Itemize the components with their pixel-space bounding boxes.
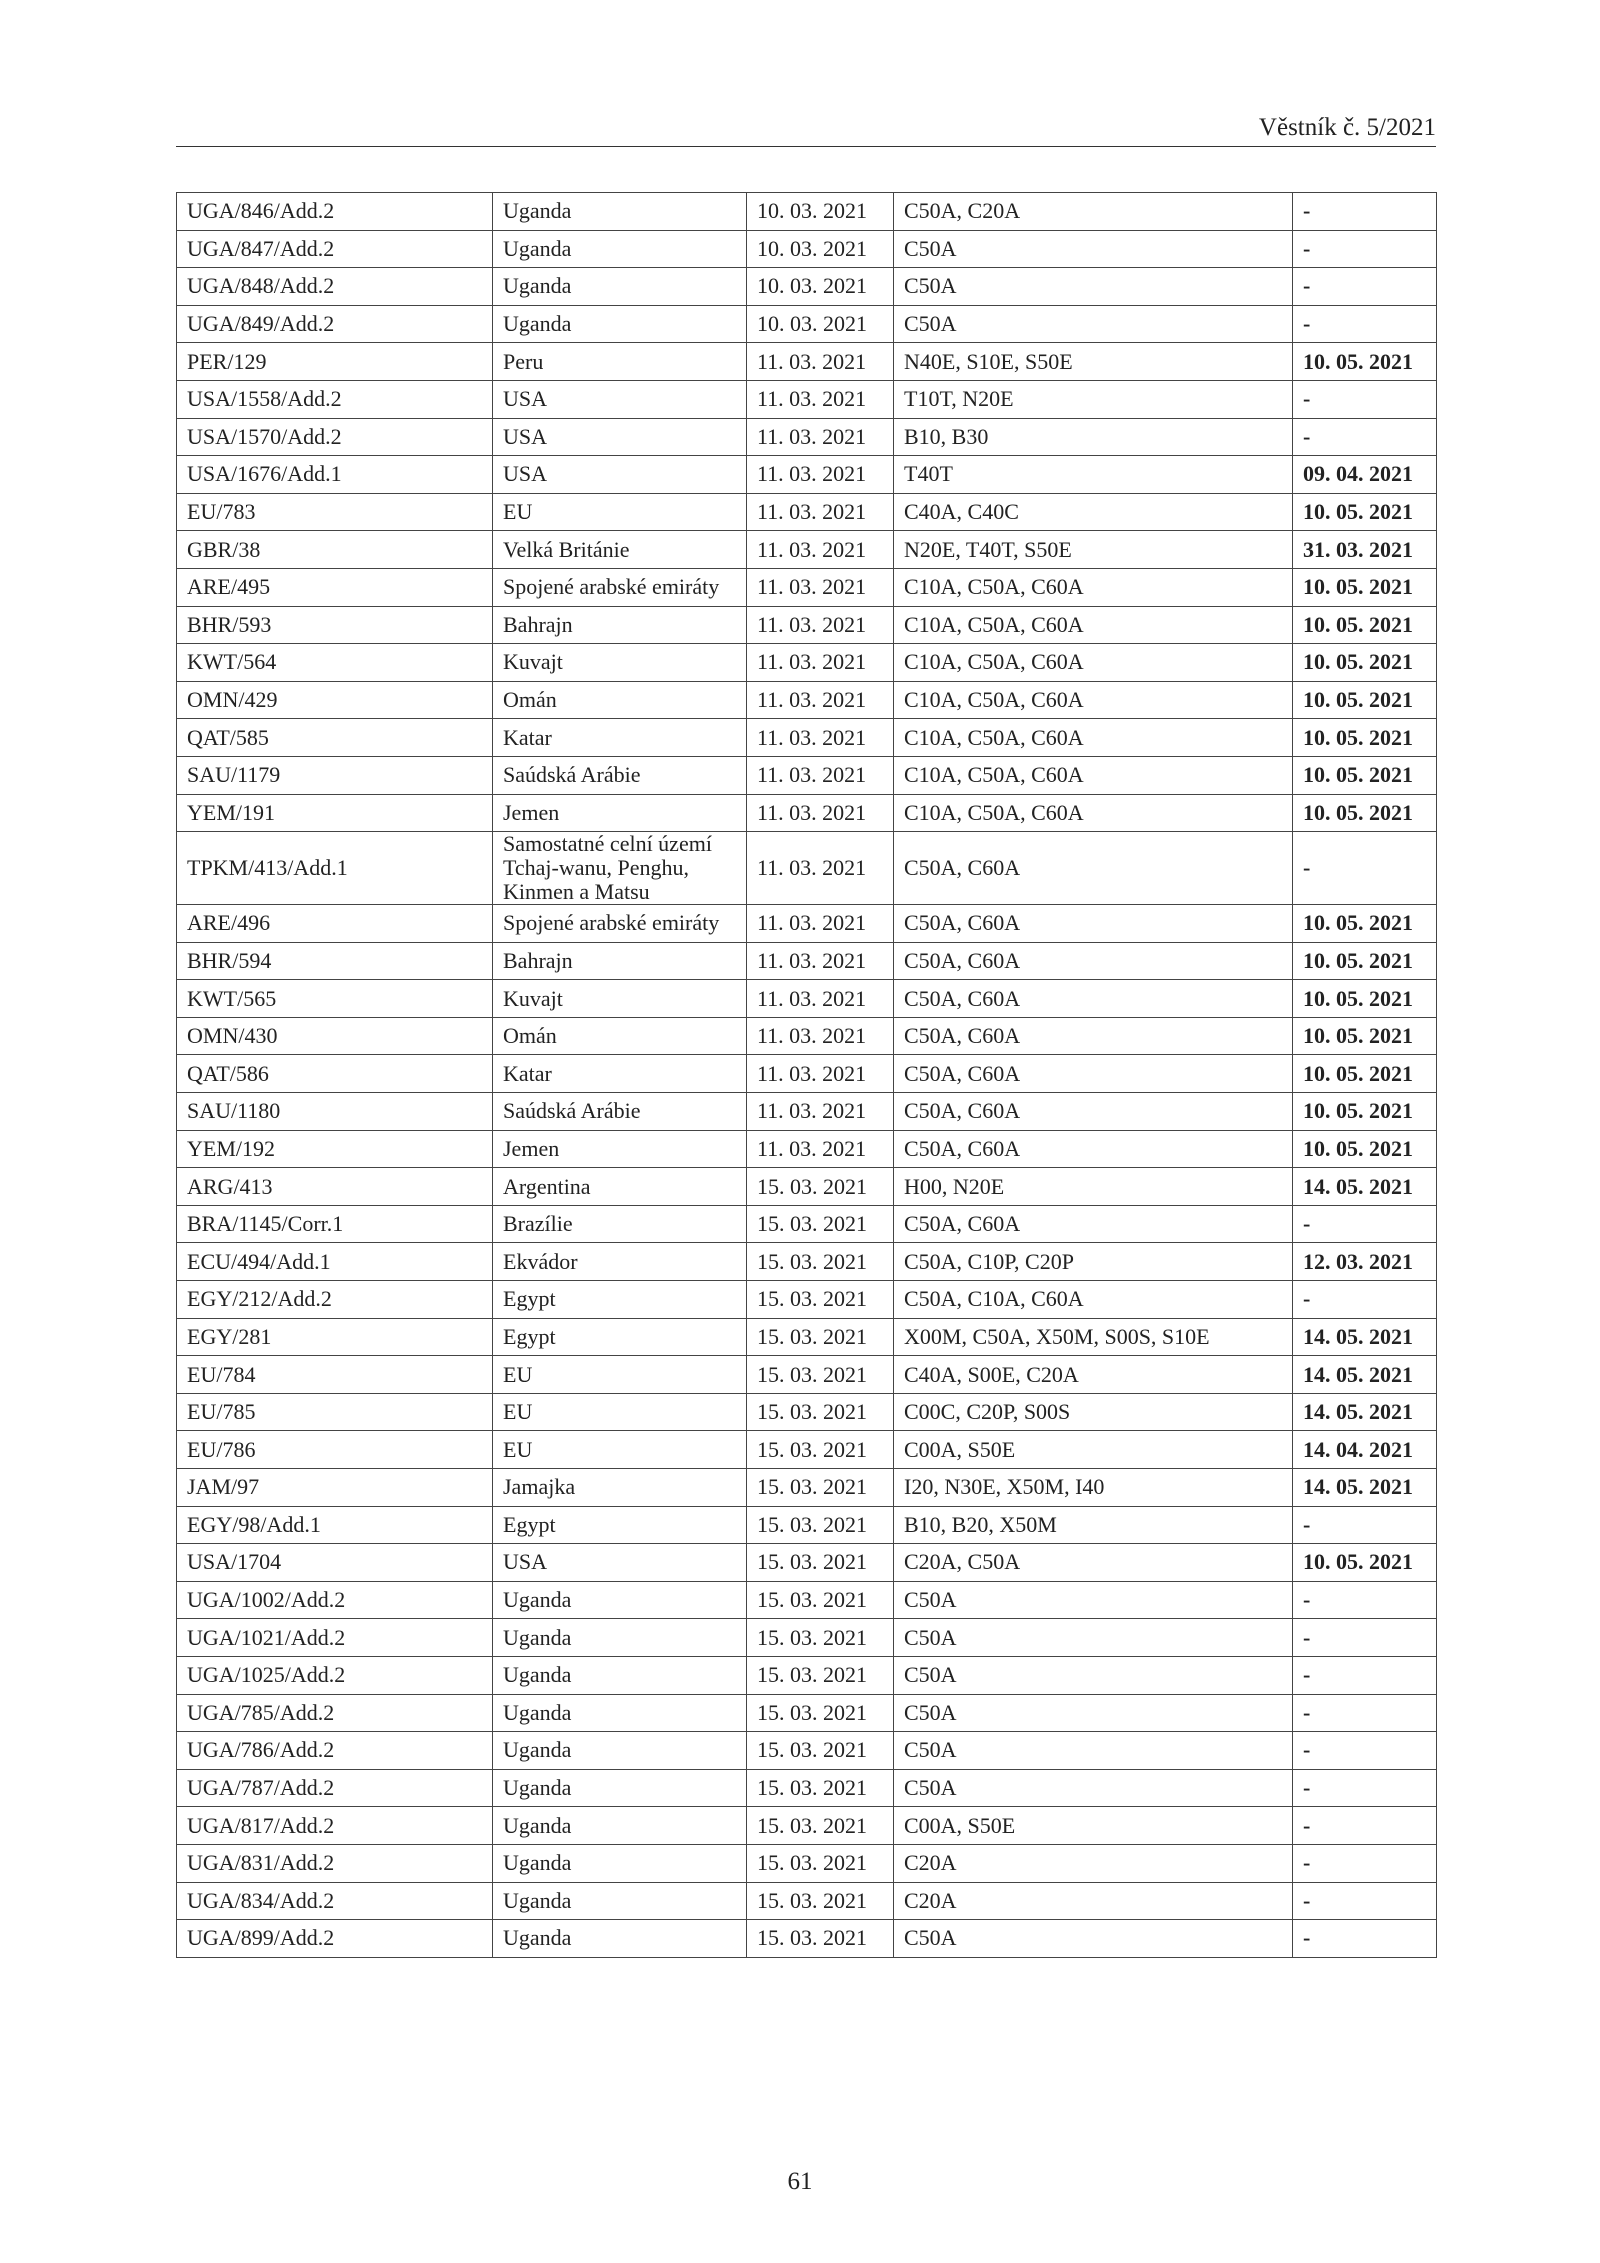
- table-row: [177, 606, 1437, 644]
- cell-ics-codes: C10A, C50A, C60A: [894, 794, 1293, 832]
- cell-ics-codes: C10A, C50A, C60A: [894, 644, 1293, 682]
- cell-country: USA: [493, 380, 747, 418]
- cell-country: Uganda: [493, 1732, 747, 1770]
- cell-ics-codes: C20A: [894, 1844, 1293, 1882]
- cell-date: 11. 03. 2021: [747, 1093, 894, 1131]
- cell-date: 11. 03. 2021: [747, 832, 894, 905]
- cell-date: 10. 03. 2021: [747, 268, 894, 306]
- cell-deadline: 10. 05. 2021: [1293, 606, 1437, 644]
- cell-document-code: UGA/787/Add.2: [177, 1769, 493, 1807]
- table-row: [177, 1393, 1437, 1431]
- cell-country: Uganda: [493, 1619, 747, 1657]
- cell-deadline: 10. 05. 2021: [1293, 980, 1437, 1018]
- cell-deadline: 12. 03. 2021: [1293, 1243, 1437, 1281]
- table-row: [177, 305, 1437, 343]
- cell-date: 11. 03. 2021: [747, 606, 894, 644]
- cell-document-code: UGA/831/Add.2: [177, 1844, 493, 1882]
- cell-document-code: UGA/846/Add.2: [177, 193, 493, 231]
- table-row: [177, 343, 1437, 381]
- cell-deadline: -: [1293, 380, 1437, 418]
- table-row: [177, 644, 1437, 682]
- cell-document-code: EGY/281: [177, 1318, 493, 1356]
- table-row: [177, 418, 1437, 456]
- cell-ics-codes: I20, N30E, X50M, I40: [894, 1469, 1293, 1507]
- cell-country: Uganda: [493, 1844, 747, 1882]
- cell-deadline: 14. 05. 2021: [1293, 1356, 1437, 1394]
- table-row: [177, 380, 1437, 418]
- cell-date: 15. 03. 2021: [747, 1393, 894, 1431]
- table-row: [177, 794, 1437, 832]
- page-header: [176, 108, 1436, 147]
- cell-country: Uganda: [493, 1807, 747, 1845]
- cell-deadline: -: [1293, 230, 1437, 268]
- table-row: [177, 1469, 1437, 1507]
- cell-country: Brazílie: [493, 1205, 747, 1243]
- cell-date: 15. 03. 2021: [747, 1506, 894, 1544]
- cell-ics-codes: C40A, C40C: [894, 493, 1293, 531]
- table-row: [177, 756, 1437, 794]
- cell-date: 11. 03. 2021: [747, 380, 894, 418]
- cell-deadline: -: [1293, 418, 1437, 456]
- cell-document-code: ARE/495: [177, 568, 493, 606]
- cell-document-code: UGA/848/Add.2: [177, 268, 493, 306]
- cell-date: 11. 03. 2021: [747, 531, 894, 569]
- table-row: [177, 1769, 1437, 1807]
- cell-ics-codes: C10A, C50A, C60A: [894, 568, 1293, 606]
- cell-date: 15. 03. 2021: [747, 1243, 894, 1281]
- table-row: [177, 1619, 1437, 1657]
- cell-ics-codes: C50A: [894, 1619, 1293, 1657]
- cell-date: 11. 03. 2021: [747, 905, 894, 943]
- cell-ics-codes: C50A: [894, 1694, 1293, 1732]
- cell-document-code: UGA/786/Add.2: [177, 1732, 493, 1770]
- cell-document-code: YEM/191: [177, 794, 493, 832]
- cell-document-code: UGA/834/Add.2: [177, 1882, 493, 1920]
- table-row: [177, 1017, 1437, 1055]
- table-row: [177, 1168, 1437, 1206]
- cell-ics-codes: B10, B20, X50M: [894, 1506, 1293, 1544]
- cell-ics-codes: C50A: [894, 305, 1293, 343]
- cell-ics-codes: C50A, C20A: [894, 193, 1293, 231]
- cell-deadline: 14. 05. 2021: [1293, 1469, 1437, 1507]
- cell-country: Ekvádor: [493, 1243, 747, 1281]
- cell-document-code: USA/1704: [177, 1544, 493, 1582]
- table-row: [177, 1318, 1437, 1356]
- cell-ics-codes: C50A, C10A, C60A: [894, 1281, 1293, 1319]
- cell-document-code: QAT/586: [177, 1055, 493, 1093]
- cell-country: Velká Británie: [493, 531, 747, 569]
- cell-ics-codes: C10A, C50A, C60A: [894, 756, 1293, 794]
- table-row: [177, 1656, 1437, 1694]
- cell-deadline: 10. 05. 2021: [1293, 942, 1437, 980]
- table-row: [177, 1506, 1437, 1544]
- cell-deadline: 10. 05. 2021: [1293, 1130, 1437, 1168]
- cell-ics-codes: C00A, S50E: [894, 1431, 1293, 1469]
- cell-country: EU: [493, 1431, 747, 1469]
- cell-date: 11. 03. 2021: [747, 1017, 894, 1055]
- cell-deadline: 10. 05. 2021: [1293, 1055, 1437, 1093]
- cell-date: 11. 03. 2021: [747, 493, 894, 531]
- cell-deadline: 31. 03. 2021: [1293, 531, 1437, 569]
- cell-document-code: UGA/785/Add.2: [177, 1694, 493, 1732]
- cell-date: 11. 03. 2021: [747, 719, 894, 757]
- cell-ics-codes: C10A, C50A, C60A: [894, 606, 1293, 644]
- cell-country: USA: [493, 418, 747, 456]
- cell-date: 11. 03. 2021: [747, 681, 894, 719]
- cell-deadline: -: [1293, 1656, 1437, 1694]
- cell-document-code: EU/784: [177, 1356, 493, 1394]
- cell-document-code: EU/785: [177, 1393, 493, 1431]
- cell-country: Egypt: [493, 1281, 747, 1319]
- cell-deadline: 10. 05. 2021: [1293, 1544, 1437, 1582]
- cell-deadline: 10. 05. 2021: [1293, 1093, 1437, 1131]
- cell-country: Peru: [493, 343, 747, 381]
- cell-deadline: -: [1293, 1769, 1437, 1807]
- cell-country: Uganda: [493, 1882, 747, 1920]
- cell-document-code: EGY/212/Add.2: [177, 1281, 493, 1319]
- cell-ics-codes: C50A: [894, 230, 1293, 268]
- cell-deadline: -: [1293, 1844, 1437, 1882]
- cell-deadline: -: [1293, 305, 1437, 343]
- table-row: [177, 1882, 1437, 1920]
- cell-date: 11. 03. 2021: [747, 980, 894, 1018]
- cell-deadline: -: [1293, 1281, 1437, 1319]
- cell-ics-codes: C50A, C60A: [894, 832, 1293, 905]
- table-row: [177, 942, 1437, 980]
- cell-deadline: 10. 05. 2021: [1293, 905, 1437, 943]
- cell-deadline: 10. 05. 2021: [1293, 1017, 1437, 1055]
- cell-date: 15. 03. 2021: [747, 1656, 894, 1694]
- cell-country: Bahrajn: [493, 606, 747, 644]
- cell-country: Egypt: [493, 1318, 747, 1356]
- cell-country: Saúdská Arábie: [493, 1093, 747, 1131]
- cell-deadline: -: [1293, 832, 1437, 905]
- cell-date: 15. 03. 2021: [747, 1807, 894, 1845]
- cell-country: Omán: [493, 1017, 747, 1055]
- cell-document-code: YEM/192: [177, 1130, 493, 1168]
- cell-document-code: UGA/817/Add.2: [177, 1807, 493, 1845]
- cell-deadline: -: [1293, 1694, 1437, 1732]
- table-row: [177, 456, 1437, 494]
- table-row: [177, 531, 1437, 569]
- table-row: [177, 1356, 1437, 1394]
- cell-ics-codes: C50A, C60A: [894, 1055, 1293, 1093]
- table-row: [177, 1431, 1437, 1469]
- cell-document-code: ARG/413: [177, 1168, 493, 1206]
- cell-document-code: ARE/496: [177, 905, 493, 943]
- cell-country: Uganda: [493, 230, 747, 268]
- cell-document-code: EU/786: [177, 1431, 493, 1469]
- cell-ics-codes: C50A: [894, 1769, 1293, 1807]
- cell-document-code: TPKM/413/Add.1: [177, 832, 493, 905]
- table-row: [177, 1544, 1437, 1582]
- table-body: [177, 193, 1437, 1958]
- cell-deadline: -: [1293, 1882, 1437, 1920]
- table-row: [177, 1694, 1437, 1732]
- cell-deadline: -: [1293, 1506, 1437, 1544]
- cell-document-code: JAM/97: [177, 1469, 493, 1507]
- cell-date: 15. 03. 2021: [747, 1844, 894, 1882]
- cell-ics-codes: C50A: [894, 268, 1293, 306]
- cell-date: 15. 03. 2021: [747, 1619, 894, 1657]
- cell-ics-codes: H00, N20E: [894, 1168, 1293, 1206]
- cell-country: EU: [493, 493, 747, 531]
- table-row: [177, 193, 1437, 231]
- cell-country: Katar: [493, 719, 747, 757]
- cell-date: 15. 03. 2021: [747, 1281, 894, 1319]
- cell-country: Uganda: [493, 1656, 747, 1694]
- cell-document-code: EU/783: [177, 493, 493, 531]
- cell-deadline: 10. 05. 2021: [1293, 756, 1437, 794]
- cell-country: Samostatné celní území Tchaj-wanu, Penghu, Kinmen a Matsu: [493, 832, 747, 905]
- table-row: [177, 568, 1437, 606]
- cell-country: Jemen: [493, 1130, 747, 1168]
- cell-ics-codes: T40T: [894, 456, 1293, 494]
- cell-date: 15. 03. 2021: [747, 1920, 894, 1958]
- cell-ics-codes: C40A, S00E, C20A: [894, 1356, 1293, 1394]
- cell-date: 10. 03. 2021: [747, 193, 894, 231]
- cell-document-code: USA/1570/Add.2: [177, 418, 493, 456]
- cell-document-code: USA/1558/Add.2: [177, 380, 493, 418]
- cell-deadline: 10. 05. 2021: [1293, 719, 1437, 757]
- table-row: [177, 1243, 1437, 1281]
- cell-document-code: BRA/1145/Corr.1: [177, 1205, 493, 1243]
- cell-document-code: SAU/1180: [177, 1093, 493, 1131]
- cell-ics-codes: C10A, C50A, C60A: [894, 681, 1293, 719]
- cell-document-code: UGA/1025/Add.2: [177, 1656, 493, 1694]
- table-row: [177, 1920, 1437, 1958]
- cell-country: Bahrajn: [493, 942, 747, 980]
- cell-date: 15. 03. 2021: [747, 1769, 894, 1807]
- cell-country: Jamajka: [493, 1469, 747, 1507]
- cell-country: Uganda: [493, 1694, 747, 1732]
- cell-country: Jemen: [493, 794, 747, 832]
- table-row: [177, 268, 1437, 306]
- cell-document-code: UGA/899/Add.2: [177, 1920, 493, 1958]
- cell-ics-codes: C00C, C20P, S00S: [894, 1393, 1293, 1431]
- cell-deadline: 10. 05. 2021: [1293, 644, 1437, 682]
- table-row: [177, 230, 1437, 268]
- cell-country: Uganda: [493, 1581, 747, 1619]
- cell-country: Uganda: [493, 1769, 747, 1807]
- cell-ics-codes: N20E, T40T, S50E: [894, 531, 1293, 569]
- cell-ics-codes: C50A: [894, 1656, 1293, 1694]
- cell-deadline: 09. 04. 2021: [1293, 456, 1437, 494]
- cell-document-code: UGA/849/Add.2: [177, 305, 493, 343]
- cell-country: Uganda: [493, 305, 747, 343]
- table-row: [177, 1581, 1437, 1619]
- cell-date: 15. 03. 2021: [747, 1168, 894, 1206]
- cell-date: 11. 03. 2021: [747, 568, 894, 606]
- cell-deadline: -: [1293, 268, 1437, 306]
- cell-ics-codes: T10T, N20E: [894, 380, 1293, 418]
- cell-date: 15. 03. 2021: [747, 1469, 894, 1507]
- cell-date: 11. 03. 2021: [747, 1055, 894, 1093]
- cell-country: USA: [493, 456, 747, 494]
- cell-deadline: 14. 05. 2021: [1293, 1168, 1437, 1206]
- cell-date: 15. 03. 2021: [747, 1205, 894, 1243]
- cell-country: Uganda: [493, 193, 747, 231]
- cell-ics-codes: C50A, C60A: [894, 1093, 1293, 1131]
- table-row: [177, 719, 1437, 757]
- cell-date: 11. 03. 2021: [747, 456, 894, 494]
- cell-date: 15. 03. 2021: [747, 1694, 894, 1732]
- cell-date: 11. 03. 2021: [747, 794, 894, 832]
- cell-country: Uganda: [493, 1920, 747, 1958]
- cell-ics-codes: N40E, S10E, S50E: [894, 343, 1293, 381]
- cell-ics-codes: C50A: [894, 1581, 1293, 1619]
- cell-country: Kuvajt: [493, 644, 747, 682]
- cell-deadline: -: [1293, 193, 1437, 231]
- cell-document-code: UGA/1002/Add.2: [177, 1581, 493, 1619]
- cell-date: 15. 03. 2021: [747, 1581, 894, 1619]
- cell-document-code: QAT/585: [177, 719, 493, 757]
- cell-date: 11. 03. 2021: [747, 942, 894, 980]
- cell-deadline: -: [1293, 1732, 1437, 1770]
- table-row: [177, 1281, 1437, 1319]
- cell-ics-codes: C50A: [894, 1732, 1293, 1770]
- cell-date: 15. 03. 2021: [747, 1544, 894, 1582]
- cell-document-code: ECU/494/Add.1: [177, 1243, 493, 1281]
- cell-ics-codes: C20A: [894, 1882, 1293, 1920]
- cell-deadline: 14. 04. 2021: [1293, 1431, 1437, 1469]
- table-row: [177, 980, 1437, 1018]
- publication-title: Věstník č. 5/2021: [1258, 114, 1436, 141]
- cell-document-code: PER/129: [177, 343, 493, 381]
- cell-ics-codes: C50A, C60A: [894, 905, 1293, 943]
- cell-ics-codes: C50A: [894, 1920, 1293, 1958]
- cell-deadline: -: [1293, 1807, 1437, 1845]
- cell-document-code: KWT/565: [177, 980, 493, 1018]
- cell-date: 10. 03. 2021: [747, 305, 894, 343]
- cell-deadline: 10. 05. 2021: [1293, 493, 1437, 531]
- cell-deadline: 10. 05. 2021: [1293, 343, 1437, 381]
- cell-ics-codes: C50A, C60A: [894, 942, 1293, 980]
- cell-document-code: USA/1676/Add.1: [177, 456, 493, 494]
- cell-ics-codes: B10, B30: [894, 418, 1293, 456]
- cell-document-code: KWT/564: [177, 644, 493, 682]
- cell-ics-codes: C50A, C60A: [894, 1205, 1293, 1243]
- cell-ics-codes: C00A, S50E: [894, 1807, 1293, 1845]
- cell-country: Kuvajt: [493, 980, 747, 1018]
- page-number: 61: [787, 2168, 813, 2195]
- cell-ics-codes: C50A, C60A: [894, 1130, 1293, 1168]
- cell-country: Omán: [493, 681, 747, 719]
- cell-country: Uganda: [493, 268, 747, 306]
- cell-document-code: BHR/594: [177, 942, 493, 980]
- cell-country: Spojené arabské emiráty: [493, 905, 747, 943]
- table-row: [177, 1130, 1437, 1168]
- cell-document-code: OMN/430: [177, 1017, 493, 1055]
- cell-document-code: UGA/847/Add.2: [177, 230, 493, 268]
- cell-deadline: 14. 05. 2021: [1293, 1393, 1437, 1431]
- cell-date: 15. 03. 2021: [747, 1431, 894, 1469]
- table-row: [177, 1205, 1437, 1243]
- table-row: [177, 1093, 1437, 1131]
- table-row: [177, 1055, 1437, 1093]
- cell-date: 15. 03. 2021: [747, 1318, 894, 1356]
- table-row: [177, 905, 1437, 943]
- cell-deadline: -: [1293, 1581, 1437, 1619]
- cell-document-code: OMN/429: [177, 681, 493, 719]
- table-row: [177, 1844, 1437, 1882]
- cell-document-code: EGY/98/Add.1: [177, 1506, 493, 1544]
- cell-country: EU: [493, 1393, 747, 1431]
- cell-deadline: 14. 05. 2021: [1293, 1318, 1437, 1356]
- cell-deadline: 10. 05. 2021: [1293, 568, 1437, 606]
- cell-country: Katar: [493, 1055, 747, 1093]
- cell-country: Argentina: [493, 1168, 747, 1206]
- cell-ics-codes: C20A, C50A: [894, 1544, 1293, 1582]
- cell-country: EU: [493, 1356, 747, 1394]
- cell-date: 15. 03. 2021: [747, 1356, 894, 1394]
- cell-country: Egypt: [493, 1506, 747, 1544]
- cell-deadline: -: [1293, 1205, 1437, 1243]
- cell-date: 15. 03. 2021: [747, 1732, 894, 1770]
- cell-ics-codes: C50A, C60A: [894, 980, 1293, 1018]
- cell-ics-codes: X00M, C50A, X50M, S00S, S10E: [894, 1318, 1293, 1356]
- cell-deadline: -: [1293, 1619, 1437, 1657]
- cell-date: 11. 03. 2021: [747, 343, 894, 381]
- cell-ics-codes: C10A, C50A, C60A: [894, 719, 1293, 757]
- cell-deadline: 10. 05. 2021: [1293, 794, 1437, 832]
- cell-document-code: UGA/1021/Add.2: [177, 1619, 493, 1657]
- cell-date: 11. 03. 2021: [747, 644, 894, 682]
- cell-date: 11. 03. 2021: [747, 418, 894, 456]
- notification-table: [176, 192, 1437, 1958]
- cell-document-code: GBR/38: [177, 531, 493, 569]
- cell-ics-codes: C50A, C10P, C20P: [894, 1243, 1293, 1281]
- cell-deadline: -: [1293, 1920, 1437, 1958]
- cell-date: 11. 03. 2021: [747, 1130, 894, 1168]
- cell-ics-codes: C50A, C60A: [894, 1017, 1293, 1055]
- cell-document-code: BHR/593: [177, 606, 493, 644]
- table-row: [177, 1807, 1437, 1845]
- cell-deadline: 10. 05. 2021: [1293, 681, 1437, 719]
- cell-date: 11. 03. 2021: [747, 756, 894, 794]
- cell-date: 15. 03. 2021: [747, 1882, 894, 1920]
- cell-country: USA: [493, 1544, 747, 1582]
- cell-country: Saúdská Arábie: [493, 756, 747, 794]
- cell-country: Spojené arabské emiráty: [493, 568, 747, 606]
- table-row: [177, 493, 1437, 531]
- table-row: [177, 832, 1437, 905]
- table-row: [177, 681, 1437, 719]
- cell-document-code: SAU/1179: [177, 756, 493, 794]
- table-row: [177, 1732, 1437, 1770]
- cell-date: 10. 03. 2021: [747, 230, 894, 268]
